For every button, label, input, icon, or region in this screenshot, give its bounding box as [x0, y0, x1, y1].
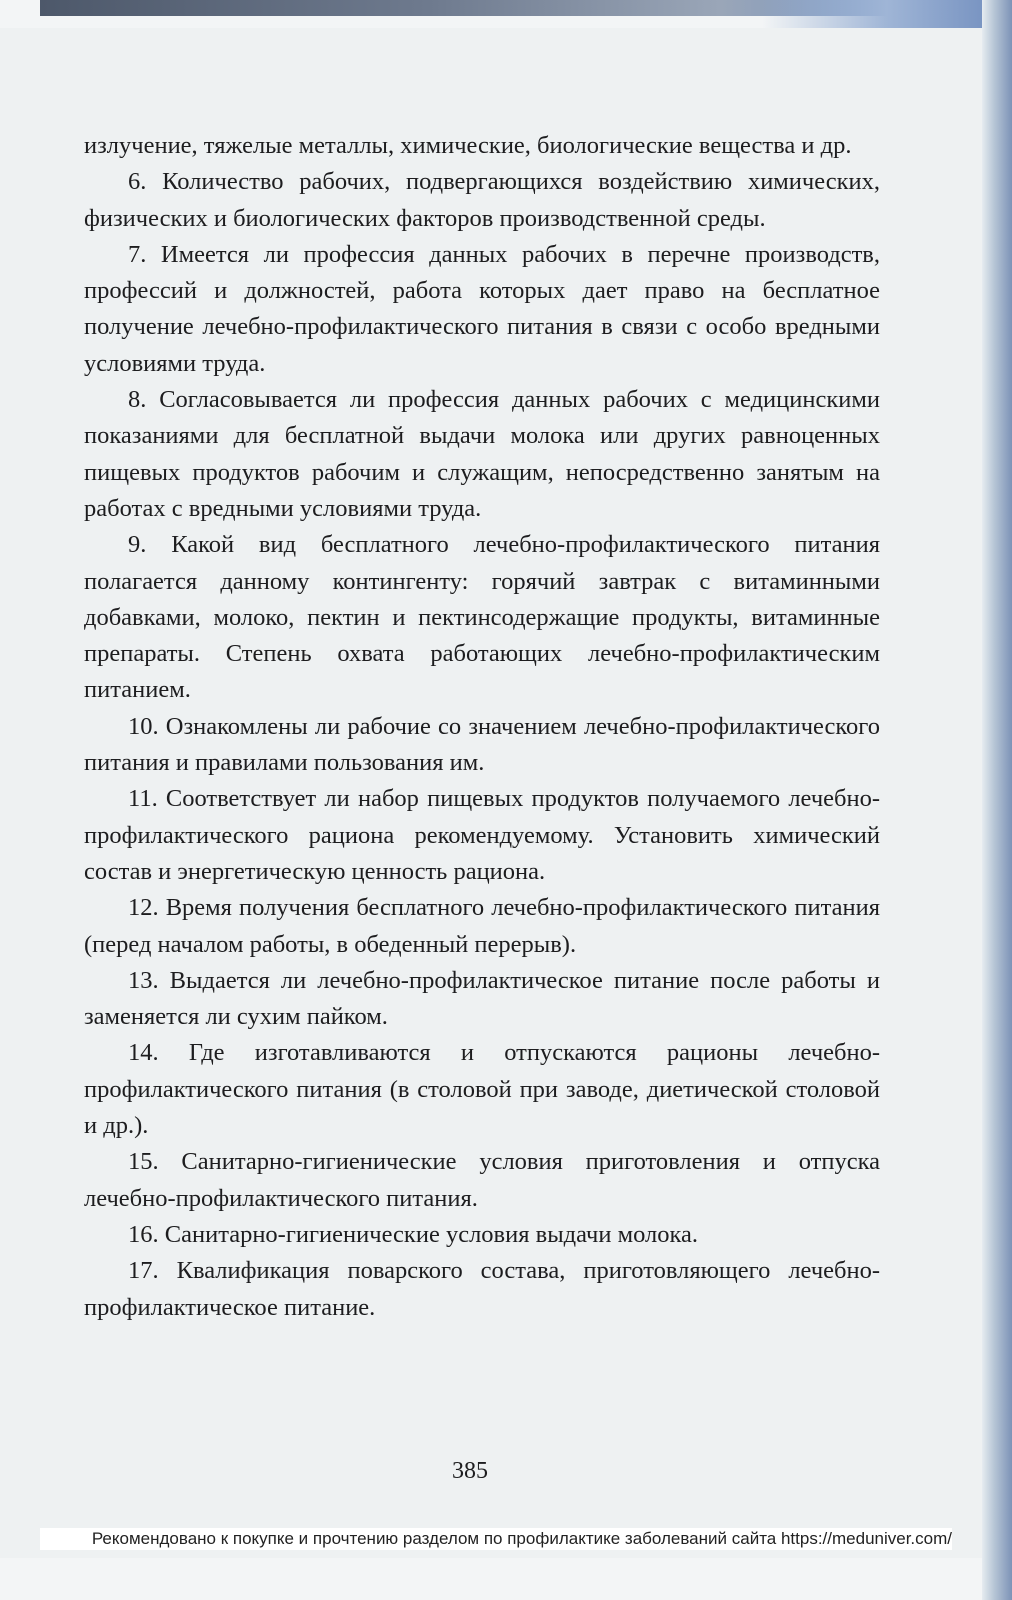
list-item-11: 11. Соответствует ли набор пищевых продуктов получаемого лечебно-профилактического рациона рекомендуемому. Установить химический состав и энергетическую ценность рациона.: [84, 785, 880, 885]
footer-recommendation-note: Рекомендовано к покупке и прочтению разделом по профилактике заболеваний сайта https://meduniver.com/: [40, 1528, 952, 1550]
list-item-17: 17. Квалификация поварского состава, приготовляющего лечебно-профилактическое питание.: [84, 1257, 880, 1321]
list-item-8: 8. Согласовывается ли профессия данных рабочих с медицинскими показаниями для бесплатной выдачи молока или других равноценных пищевых продуктов рабочим и служащим, непосредственно занятым на работах с вредными условиями труда.: [84, 386, 880, 522]
list-item-10: 10. Ознакомлены ли рабочие со значением лечебно-профилактического питания и правилами пользования им.: [84, 712, 880, 777]
list-item-16: 16. Санитарно-гигиенические условия выдачи молока.: [128, 1220, 699, 1248]
list-item-6: 6. Количество рабочих, подвергающихся воздействию химических, физических и биологических факторов производственной среды.: [84, 168, 880, 232]
list-item-12: 12. Время получения бесплатного лечебно-профилактического питания (перед началом работы, в обеденный перерыв).: [84, 894, 880, 958]
list-item-13: 13. Выдается ли лечебно-профилактическое питание после работы и заменяется ли сухим пайком.: [84, 966, 880, 1031]
list-item-15: 15. Санитарно-гигиенические условия приготовления и отпуска лечебно-профилактического питания.: [84, 1148, 880, 1212]
list-item-7: 7. Имеется ли профессия данных рабочих в перечне производств, профессий и должностей, работа которых дает право на бесплатное получение лечебно-профилактического питания в связи с особо вредными условиями труда.: [84, 240, 880, 377]
page-body-text: [84, 128, 880, 1326]
page-right-edge: [982, 0, 1012, 1600]
page-number: 385: [452, 1458, 488, 1484]
background-corner: [762, 0, 1012, 28]
list-item-14: 14. Где изготавливаются и отпускаются рационы лечебно-профилактического питания (в столовой при заводе, диетической столовой и др.).: [84, 1039, 880, 1140]
paragraph-continuation: излучение, тяжелые металлы, химические, биологические вещества и др.: [84, 132, 852, 159]
list-item-9: 9. Какой вид бесплатного лечебно-профилактического питания полагается данному контингенту: горячий завтрак с витаминными добавками, молоко, пектин и пектинсодержащие продукты, витаминные препараты. Степень охвата работающих лечебно-профилактическим питанием.: [84, 531, 880, 704]
